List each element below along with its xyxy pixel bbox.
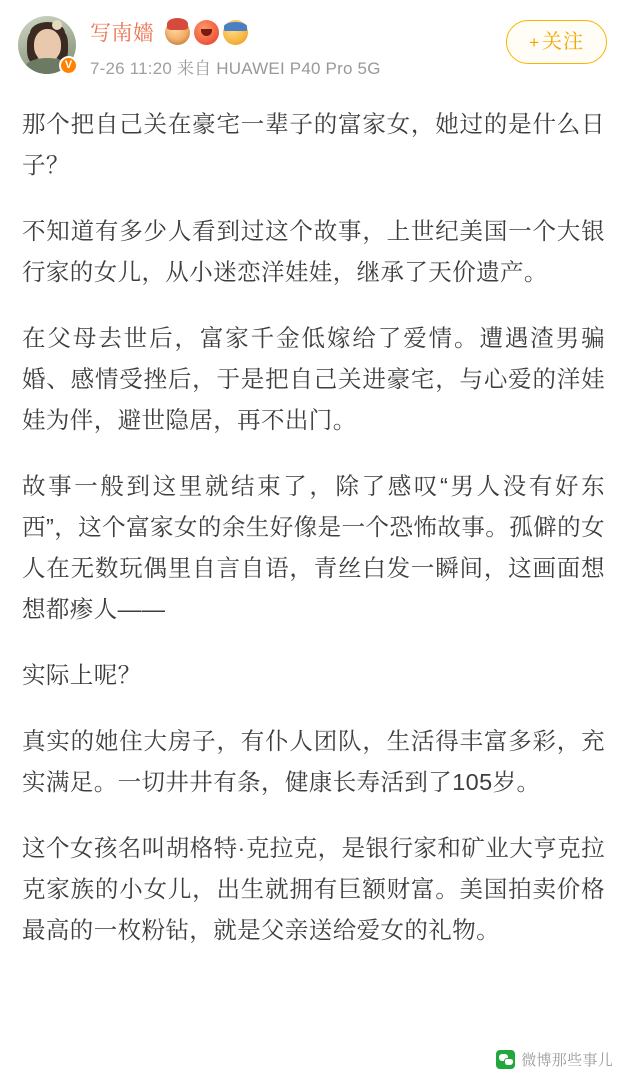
emoji-blue-cap-face-icon (223, 20, 248, 45)
avatar-hair-ornament (52, 20, 62, 30)
plus-icon: + (529, 33, 540, 52)
post-meta (90, 14, 506, 79)
post-paragraph: 实际上呢？ (22, 662, 142, 688)
post-source[interactable]: 来自 HUAWEI P40 Pro 5G (176, 59, 381, 78)
follow-button-label: 关注 (542, 31, 584, 53)
post-paragraph: 故事一般到这里就结束了，除了感叹“男人没有好东西”，这个富家女的余生好像是一个恐怖故事。孤僻的女人在无数玩偶里自言自语，青丝白发一瞬间，这画面想想都瘆人—— (22, 473, 605, 622)
wechat-icon (496, 1050, 515, 1069)
avatar-face (34, 29, 61, 61)
emoji-chef-hat-face-icon (165, 20, 190, 45)
post-paragraph: 真实的她住大房子，有仆人团队，生活得丰富多彩，充实满足。一切井井有条，健康长寿活到了105岁。 (22, 728, 605, 795)
author-name[interactable]: 写南嬙 (90, 22, 155, 45)
verified-badge-icon: V (59, 56, 78, 75)
post-timestamp: 7-26 11:20 (90, 59, 173, 78)
watermark-label: 微博那些事儿 (521, 1052, 613, 1069)
author-name-row (90, 17, 506, 47)
post-paragraph: 在父母去世后，富家千金低嫁给了爱情。遭遇渣男骗婚、感情受挫后，于是把自己关进豪宅，与心爱的洋娃娃为伴，避世隐居，再不出门。 (22, 325, 605, 433)
post-header (0, 0, 627, 92)
post-paragraph: 这个女孩名叫胡格特·克拉克，是银行家和矿业大亨克拉克家族的小女儿，出生就拥有巨额财富。美国拍卖价格最高的一枚粉钻，就是父亲送给爱女的礼物。 (22, 835, 605, 943)
emoji-sad-face-icon (194, 20, 219, 45)
avatar[interactable] (18, 16, 76, 74)
post-paragraph: 那个把自己关在豪宅一辈子的富家女，她过的是什么日子？ (22, 111, 605, 178)
post-body (0, 92, 627, 951)
post-paragraph: 不知道有多少人看到过这个故事，上世纪美国一个大银行家的女儿，从小迷恋洋娃娃，继承了天价遗产。 (22, 218, 605, 285)
watermark (496, 1049, 613, 1070)
post-time-source (90, 54, 506, 79)
follow-button[interactable] (506, 20, 607, 64)
author-emoji-group (165, 20, 248, 45)
